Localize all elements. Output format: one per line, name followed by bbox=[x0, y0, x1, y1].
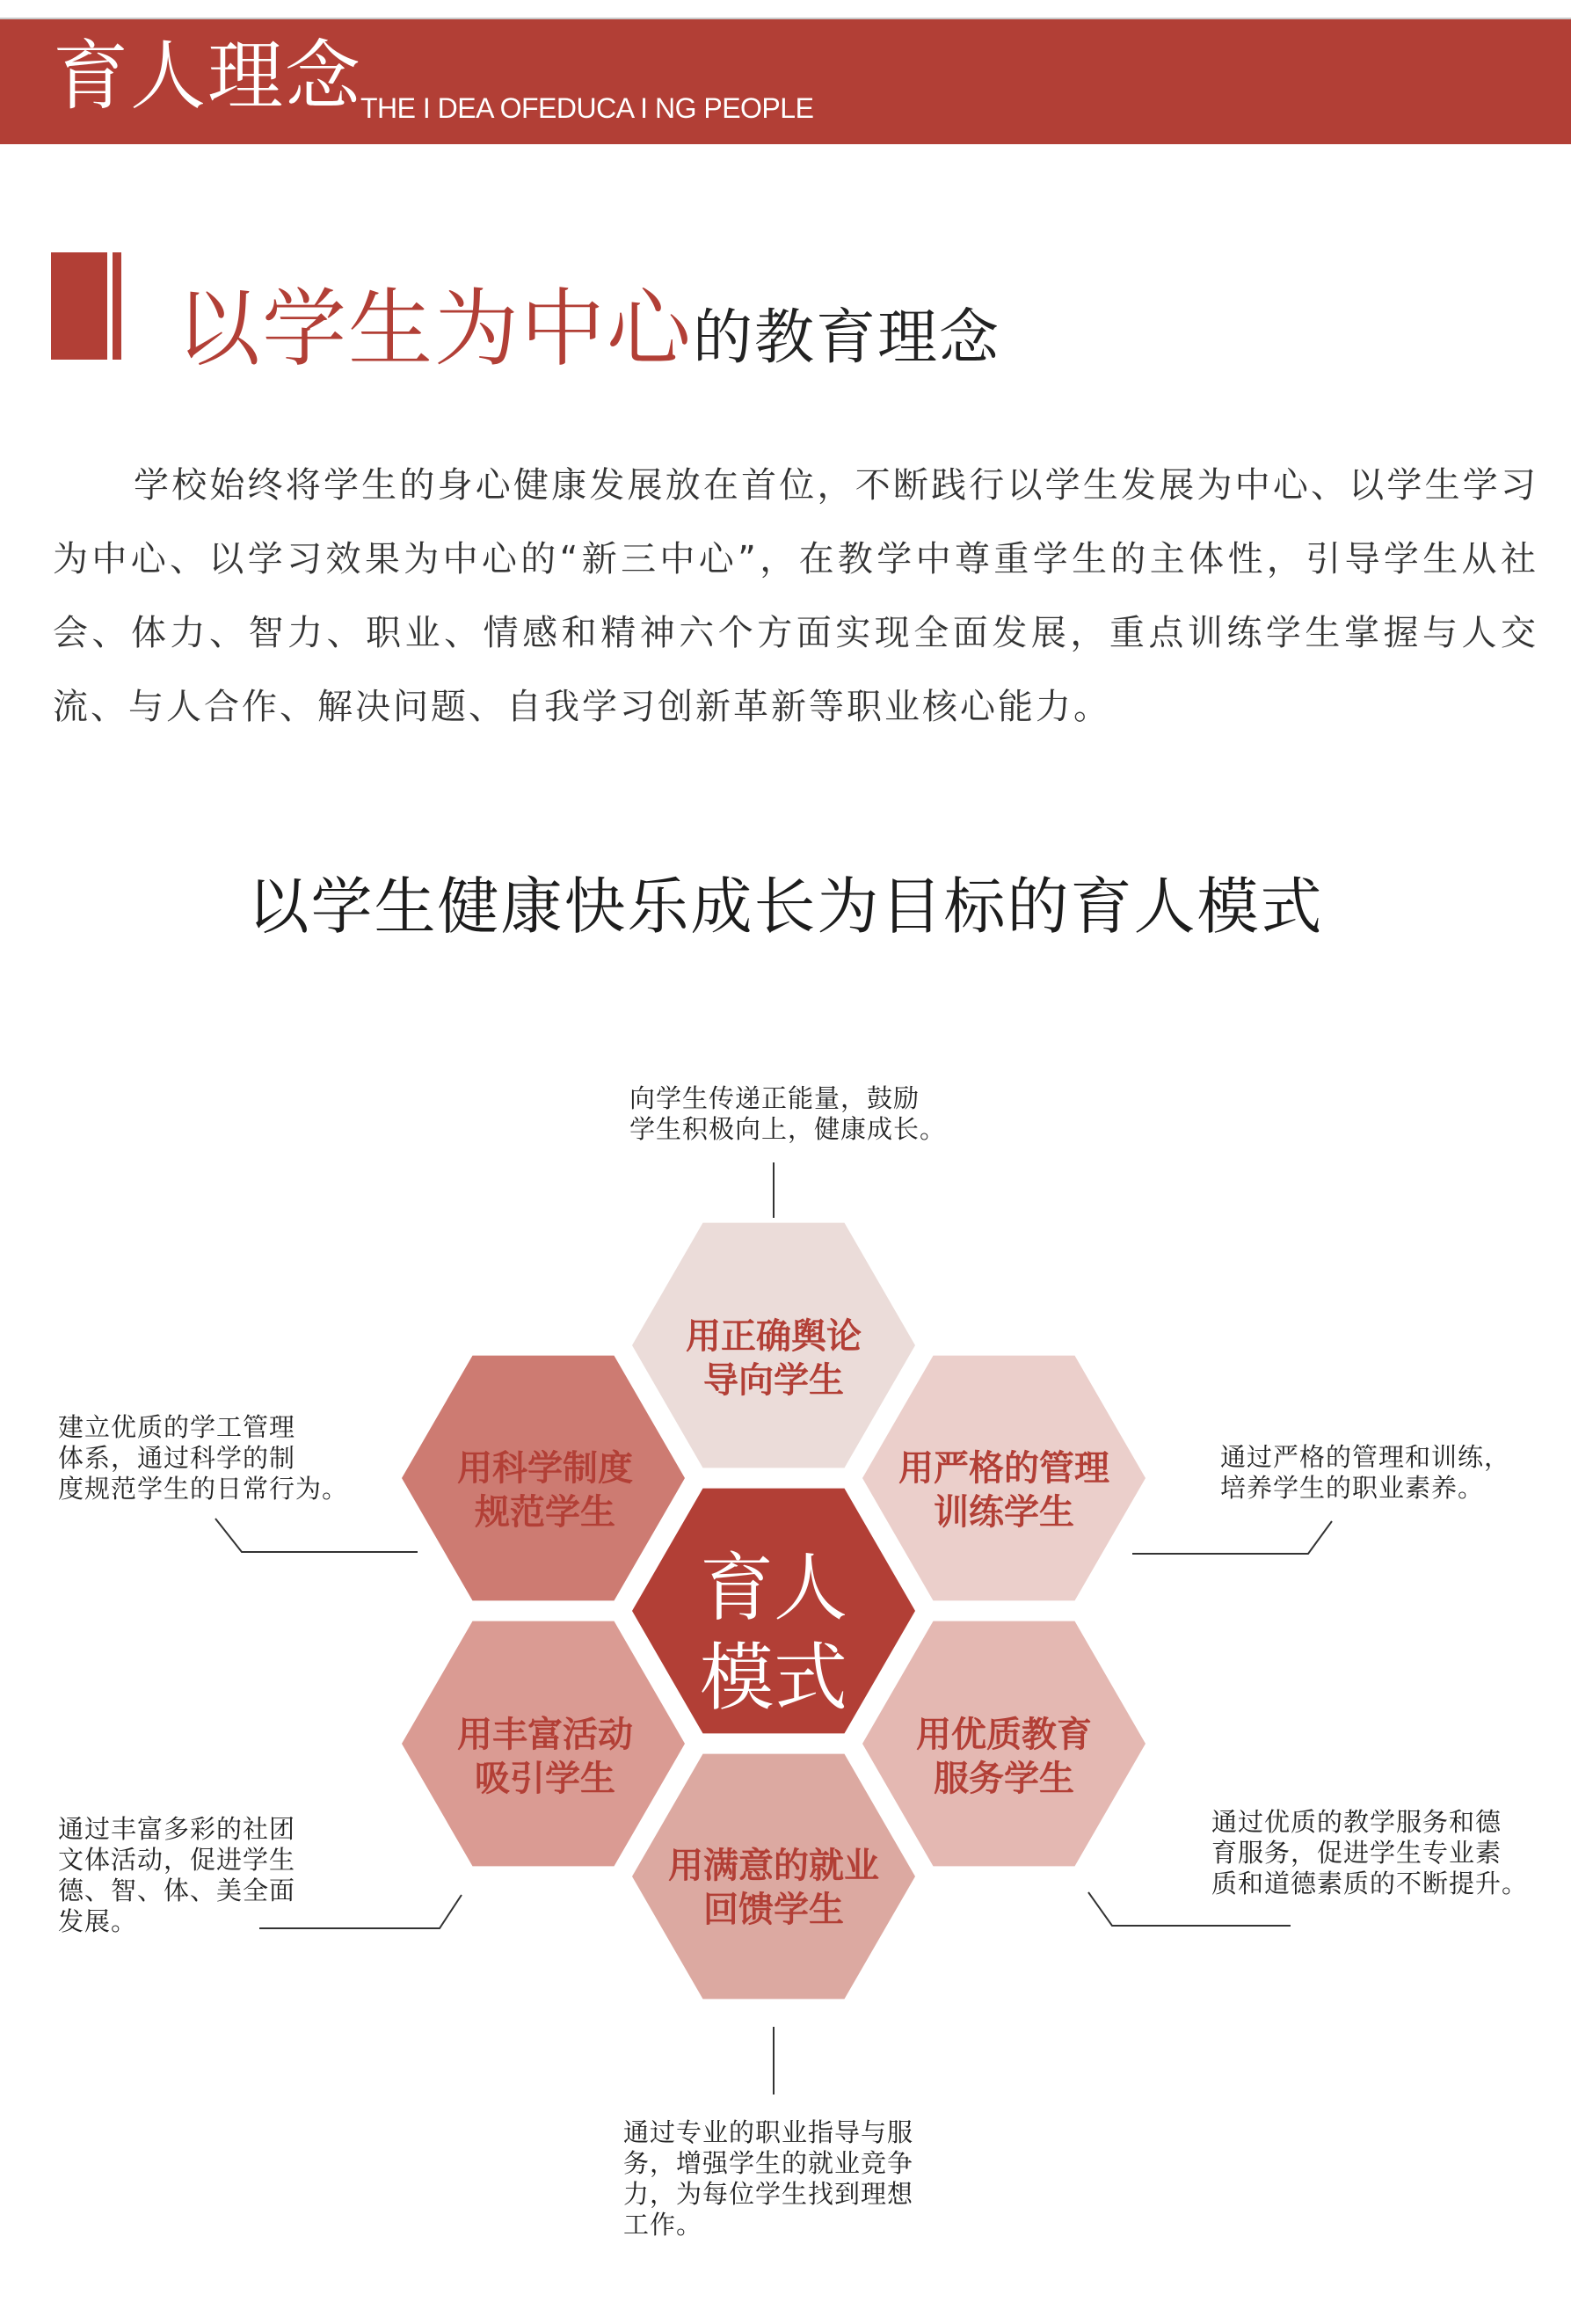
note-line: 体系，通过科学的制 bbox=[58, 1443, 296, 1473]
hex-label-public-opinion bbox=[646, 1315, 901, 1402]
note-top bbox=[629, 1083, 946, 1145]
hex-label-strict-management bbox=[876, 1446, 1131, 1534]
header-subtitle: THE I DEA OFEDUCA I NG PEOPLE bbox=[360, 92, 814, 124]
note-line: 学生积极向上，健康成长。 bbox=[629, 1114, 947, 1144]
hex-label-line1: 用严格的管理 bbox=[898, 1448, 1109, 1489]
hex-label-line2: 导向学生 bbox=[703, 1360, 844, 1401]
model-title: 以学生健康快乐成长为目标的育人模式 bbox=[247, 871, 1324, 943]
header-title: 育人理念 bbox=[53, 33, 362, 120]
center-label-line2: 模式 bbox=[699, 1635, 847, 1721]
note-left-bottom bbox=[58, 1814, 295, 1937]
note-line: 力，为每位学生找到理想 bbox=[623, 2179, 914, 2209]
hex-label-rich-activities bbox=[418, 1713, 673, 1801]
note-line: 培养学生的职业素养。 bbox=[1220, 1473, 1485, 1503]
connector-left-top bbox=[215, 1519, 418, 1552]
hex-label-line1: 用正确舆论 bbox=[686, 1316, 862, 1357]
hex-label-line2: 回馈学生 bbox=[703, 1890, 844, 1930]
hex-label-line1: 用优质教育 bbox=[916, 1715, 1092, 1755]
note-line: 育服务，促进学生专业素 bbox=[1211, 1838, 1502, 1868]
hex-label-satisfying-employment bbox=[646, 1844, 901, 1932]
note-line: 发展。 bbox=[58, 1906, 138, 1936]
note-line: 通过丰富多彩的社团 bbox=[58, 1814, 296, 1844]
note-line: 务，增强学生的就业竞争 bbox=[623, 2148, 914, 2178]
note-line: 通过专业的职业指导与服 bbox=[623, 2117, 914, 2147]
note-right-bottom bbox=[1211, 1807, 1528, 1899]
note-line: 质和道德素质的不断提升。 bbox=[1211, 1869, 1529, 1898]
note-line: 度规范学生的日常行为。 bbox=[58, 1474, 349, 1504]
hex-label-line2: 规范学生 bbox=[475, 1492, 615, 1533]
note-line: 建立优质的学工管理 bbox=[58, 1412, 296, 1442]
hex-label-line1: 用丰富活动 bbox=[457, 1715, 633, 1755]
note-line: 通过优质的教学服务和德 bbox=[1211, 1807, 1502, 1837]
hex-label-scientific-system bbox=[418, 1446, 673, 1534]
note-line: 工作。 bbox=[623, 2210, 703, 2240]
note-left-top bbox=[58, 1412, 348, 1504]
intro-paragraph: 学校始终将学生的身心健康发展放在首位，不断践行以学生发展为中心、以学生学习为中心、以学习效果为中心的“新三中心”，在教学中尊重学生的主体性，引导学生从社会、体力、智力、职业、情感和精神六个方面实现全面发展，重点训练学生掌握与人交流、与人合作、解决问题、自我学习创新革新等职业核心能力。 bbox=[53, 465, 1538, 727]
section-title-rest: 的教育理念 bbox=[693, 303, 1001, 373]
note-line: 德、智、体、美全面 bbox=[58, 1876, 296, 1905]
hex-label-quality-education bbox=[876, 1713, 1131, 1801]
hex-label-line1: 用科学制度 bbox=[457, 1448, 633, 1489]
note-line: 通过严格的管理和训练， bbox=[1220, 1442, 1511, 1472]
hex-label-line2: 服务学生 bbox=[934, 1759, 1074, 1799]
center-label bbox=[686, 1543, 862, 1723]
note-right-top bbox=[1220, 1442, 1510, 1504]
hex-label-line2: 训练学生 bbox=[934, 1492, 1074, 1533]
center-label-line1: 育人 bbox=[699, 1545, 847, 1631]
note-line: 文体活动，促进学生 bbox=[58, 1845, 296, 1875]
section-title-highlight: 以学生为中心 bbox=[176, 280, 693, 378]
note-line: 向学生传递正能量，鼓励 bbox=[629, 1083, 920, 1113]
note-bottom bbox=[623, 2117, 913, 2240]
hex-label-line1: 用满意的就业 bbox=[668, 1846, 879, 1886]
connector-right-top bbox=[1132, 1521, 1332, 1554]
hex-label-line2: 吸引学生 bbox=[475, 1759, 615, 1799]
